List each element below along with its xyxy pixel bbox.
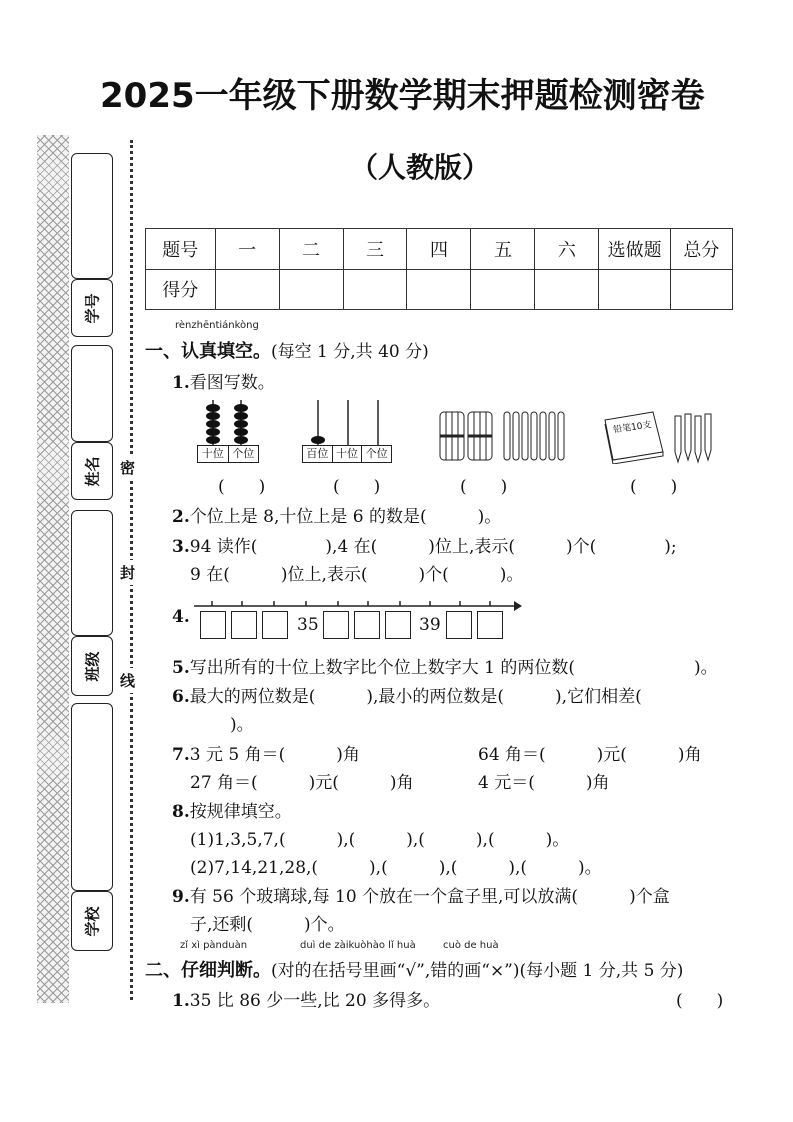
section1-pinyin: rènzhēntiánkòng [175, 320, 259, 331]
q1-answer-1[interactable]: ( ) [218, 477, 266, 497]
score-header-cell: 四 [407, 229, 471, 270]
class-label: 班级 [71, 636, 113, 696]
pencil-box-icon [603, 408, 715, 464]
number-line-box[interactable] [323, 611, 349, 639]
pencil-box-label: 铅笔10支 [612, 420, 653, 436]
s2q1-answer[interactable]: ( ) [676, 991, 724, 1011]
score-cell[interactable] [279, 269, 343, 310]
binding-strip [37, 135, 69, 1003]
seal-xian: 线 [120, 668, 135, 693]
score-cell[interactable] [215, 269, 279, 310]
score-header-cell: 三 [343, 229, 407, 270]
q1-answer-2[interactable]: ( ) [333, 477, 381, 497]
section2-pinyin-3: cuò de huà [443, 940, 499, 951]
s2q1: 1.35 比 86 少一些,比 20 多得多。 [172, 991, 441, 1011]
q9-line2: 子,还剩( )个。 [190, 915, 345, 935]
q1-answer-4[interactable]: ( ) [630, 477, 678, 497]
q9-line1: 9.有 56 个玻璃球,每 10 个放在一个盒子里,可以放满( )个盒 [172, 887, 670, 907]
school-label: 学校 [71, 891, 113, 951]
seal-feng: 封 [120, 560, 135, 585]
number-line-box[interactable] [446, 611, 472, 639]
q6-line2: )。 [230, 715, 254, 735]
number-line-box[interactable] [231, 611, 257, 639]
score-header-cell: 六 [535, 229, 599, 270]
class-field[interactable] [71, 510, 113, 636]
score-header-cell: 二 [279, 229, 343, 270]
section2-pinyin-1: zǐ xì pànduàn [180, 940, 248, 951]
abacus-two-rods-icon [195, 398, 265, 446]
score-cell[interactable] [471, 269, 535, 310]
sticks-bundles-icon [438, 408, 573, 464]
q7-c: 27 角＝( )元( )角 [190, 773, 414, 793]
q8-line1: (1)1,3,5,7,( ),( ),( ),( )。 [190, 830, 570, 850]
student-id-label: 学号 [71, 279, 113, 337]
number-line-box[interactable] [354, 611, 380, 639]
q7-d: 4 元＝( )角 [478, 773, 610, 793]
abacus2-place-labels: 百位 十位 个位 [302, 445, 392, 463]
score-row-label: 得分 [146, 269, 216, 310]
section1-heading: 一、认真填空。(每空 1 分,共 40 分) [145, 341, 429, 362]
seal-mi: 密 [120, 455, 135, 480]
q6-line1: 6.最大的两位数是( ),最小的两位数是( ),它们相差( [172, 687, 642, 707]
page-title: 2025一年级下册数学期末押题检测密卷 [100, 76, 705, 116]
score-cell[interactable] [535, 269, 599, 310]
q7-a: 7.3 元 5 角＝( )角 [172, 745, 360, 765]
q3-line1: 3.94 读作( ),4 在( )位上,表示( )个( ); [172, 537, 677, 557]
q2: 2.个位上是 8,十位上是 6 的数是( )。 [172, 507, 502, 527]
score-header-cell: 选做题 [599, 229, 670, 270]
abacus1-place-labels: 十位 个位 [197, 445, 259, 463]
score-header-cell: 总分 [670, 229, 732, 270]
number-line-box[interactable] [262, 611, 288, 639]
q8: 8.按规律填空。 [172, 802, 292, 822]
q8-line2: (2)7,14,21,28,( ),( ),( ),( )。 [190, 858, 602, 878]
score-row [146, 269, 733, 310]
score-cell[interactable] [343, 269, 407, 310]
score-cell[interactable] [407, 269, 471, 310]
score-cell[interactable] [599, 269, 670, 310]
q7-b: 64 角＝( )元( )角 [478, 745, 702, 765]
number-line-label-39: 39 [419, 615, 441, 635]
number-line-box[interactable] [200, 611, 226, 639]
score-header-cell: 题号 [146, 229, 216, 270]
number-line-box[interactable] [477, 611, 503, 639]
name-label: 姓名 [71, 442, 113, 500]
number-line-box[interactable] [385, 611, 411, 639]
q1: 1.看图写数。 [172, 373, 275, 393]
score-table [145, 228, 733, 310]
student-id-field[interactable] [71, 153, 113, 279]
section2-pinyin-2: duì de zàikuòhào lǐ huà [300, 940, 416, 951]
score-header-cell: 五 [471, 229, 535, 270]
score-header-cell: 一 [215, 229, 279, 270]
q5: 5.写出所有的十位上数字比个位上数字大 1 的两位数( )。 [172, 658, 718, 678]
score-header-row [146, 229, 733, 270]
page-subtitle: （人教版） [350, 151, 491, 184]
abacus-three-rods-icon [302, 398, 394, 446]
section2-heading: 二、仔细判断。(对的在括号里画“√”,错的画“×”)(每小题 1 分,共 5 分) [145, 960, 684, 981]
q4-number: 4. [172, 607, 190, 627]
q1-answer-3[interactable]: ( ) [460, 477, 508, 497]
number-line-label-35: 35 [297, 615, 319, 635]
score-cell[interactable] [670, 269, 732, 310]
q3-line2: 9 在( )位上,表示( )个( )。 [190, 565, 524, 585]
school-field[interactable] [71, 703, 113, 891]
name-field[interactable] [71, 345, 113, 442]
